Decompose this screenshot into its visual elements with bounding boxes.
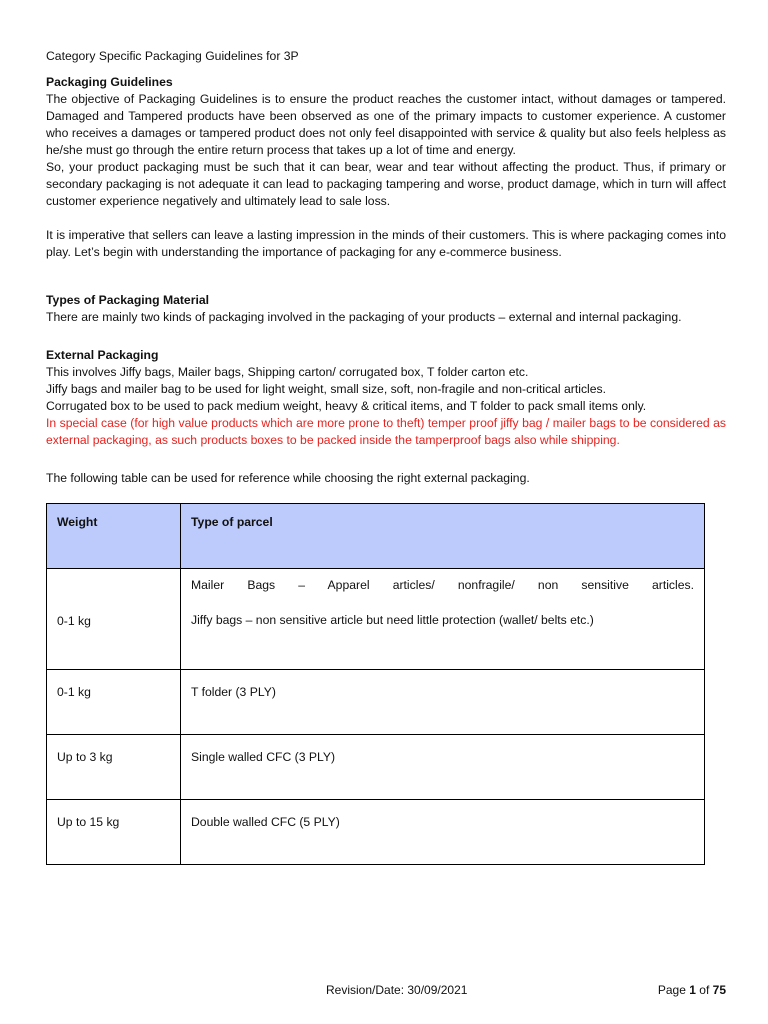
row-parcel: T folder (3 PLY) (191, 685, 276, 699)
guidelines-paragraph-2: So, your product packaging must be such that it can bear, wear and tear without affecting the product. Thus, if primary or secondary packaging is not adequate it can lead to packaging tampering and worse, product damage, which in turn will affect customer experience negatively and ultimately lead to sale loss. (46, 160, 726, 208)
page-label: Page (657, 983, 686, 997)
page-number (658, 982, 726, 999)
external-line-1: This involves Jiffy bags, Mailer bags, Shipping carton/ corrugated box, T folder carton etc. (46, 365, 529, 379)
external-line-2: Jiffy bags and mailer bag to be used for light weight, small size, soft, non-fragile and non-critical articles. (46, 382, 606, 396)
header-weight: Weight (47, 504, 181, 568)
row-weight: Up to 3 kg (47, 735, 181, 799)
external-line-3: Corrugated box to be used to pack medium weight, heavy & critical items, and T folder to pack small items only. (46, 399, 647, 413)
packaging-guidelines-heading: Packaging Guidelines (46, 75, 173, 89)
row-weight: 0-1 kg (47, 569, 181, 669)
types-section (46, 292, 726, 326)
table-row (47, 800, 704, 864)
packaging-guidelines-section (46, 74, 726, 261)
guidelines-paragraph-1: The objective of Packaging Guidelines is to ensure the product reaches the customer intact, without damages or tampered. Damaged and Tampered products have been observed as one of the primary impacts to customer experience. A customer who receives a damages or tampered product does not only feel disappointed with service & quality but also feels helpless as he/she must go through the entire return process that takes up a lot of time and energy. (46, 92, 726, 157)
row-weight: Up to 15 kg (47, 800, 181, 864)
row-parcel-cell (181, 569, 704, 669)
row-parcel-line-1: Mailer Bags – Apparel articles/ nonfragile/ non sensitive articles. (191, 578, 694, 592)
table-row (47, 569, 704, 670)
types-heading: Types of Packaging Material (46, 293, 210, 307)
guidelines-paragraph-3: It is imperative that sellers can leave a lasting impression in the minds of their customers. This is where packaging comes into play. Let’s begin with understanding the importance of packaging for any e-commerce business. (46, 228, 726, 259)
external-packaging-heading: External Packaging (46, 348, 159, 362)
page-of: of (699, 983, 710, 997)
header-type-of-parcel: Type of parcel (191, 515, 273, 529)
table-row (47, 735, 704, 800)
revision-date: Revision/Date: 30/09/2021 (326, 983, 468, 997)
table-row (47, 670, 704, 735)
types-text: There are mainly two kinds of packaging involved in the packaging of your products – external and internal packaging. (46, 310, 682, 324)
row-parcel: Single walled CFC (3 PLY) (191, 750, 336, 764)
packaging-table (46, 503, 705, 865)
external-special-case-note: In special case (for high value products which are more prone to theft) temper proof jiffy bag / mailer bags to be considered as external packaging, as such products boxes to be packed inside the tamperproof bags also while shipping. (46, 416, 726, 447)
row-weight: 0-1 kg (47, 670, 181, 734)
row-parcel-line-2: Jiffy bags – non sensitive article but need little protection (wallet/ belts etc.) (191, 613, 594, 627)
page-total: 75 (712, 983, 726, 997)
page-current: 1 (689, 983, 696, 997)
table-header-row (47, 504, 704, 569)
table-intro: The following table can be used for reference while choosing the right external packaging. (46, 471, 530, 485)
row-parcel: Double walled CFC (5 PLY) (191, 815, 340, 829)
document-title: Category Specific Packaging Guidelines for 3P (46, 49, 299, 63)
external-packaging-section (46, 347, 726, 449)
